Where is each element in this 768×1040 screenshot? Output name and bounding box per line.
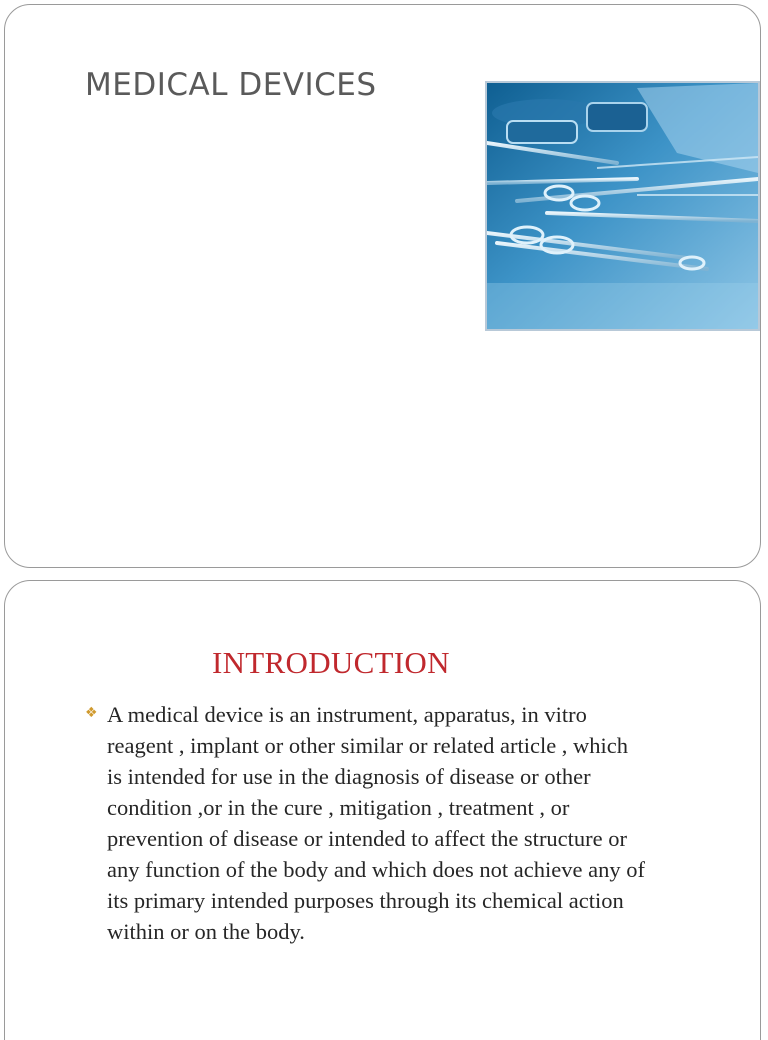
bullet-item: [85, 699, 735, 947]
text-line: reagent , implant or other similar or related article , which: [107, 733, 629, 758]
text-line: its primary intended purposes through its chemical action: [107, 888, 624, 913]
text-line: prevention of disease or intended to affect the structure or: [107, 826, 628, 851]
slide-medical-devices: [4, 4, 761, 568]
surgical-instruments-photo: [485, 81, 760, 331]
slide-title: MEDICAL DEVICES: [85, 67, 377, 103]
text-line: A medical device is an instrument, apparatus, in vitro: [107, 702, 587, 727]
bullet-text: [107, 699, 731, 947]
slide-introduction: [4, 580, 761, 1040]
text-line: within or on the body.: [107, 919, 305, 944]
text-line: condition ,or in the cure , mitigation , treatment , or: [107, 795, 570, 820]
text-line: is intended for use in the diagnosis of disease or other: [107, 764, 591, 789]
slide-title: INTRODUCTION: [212, 645, 450, 680]
diamond-bullet-icon: ❖: [85, 705, 98, 721]
text-line: any function of the body and which does not achieve any of: [107, 857, 645, 882]
